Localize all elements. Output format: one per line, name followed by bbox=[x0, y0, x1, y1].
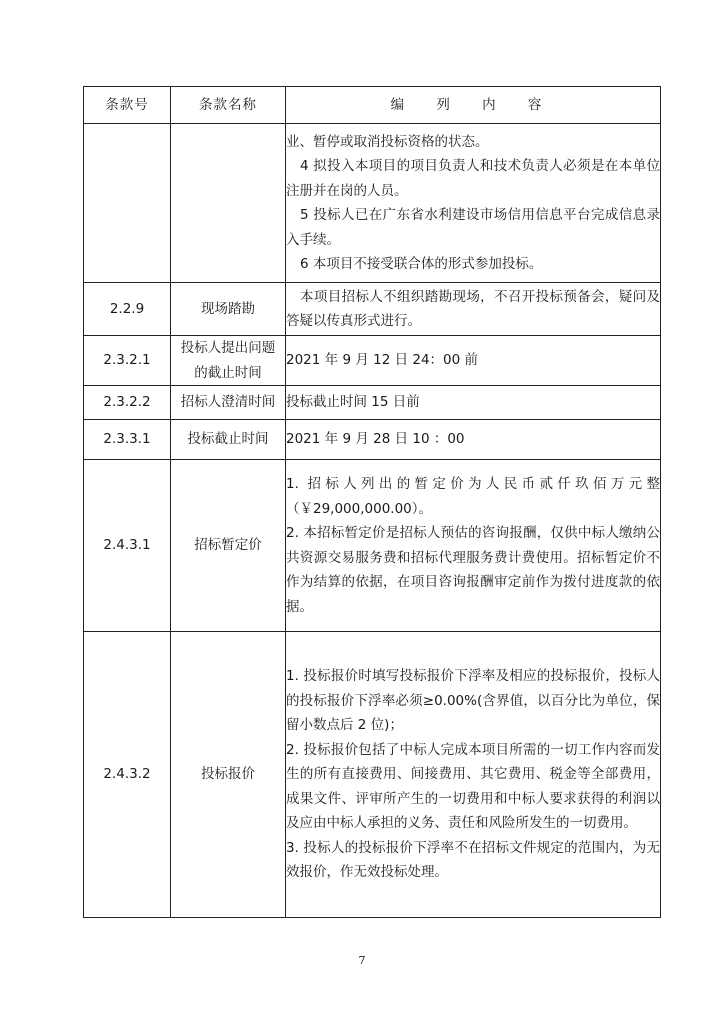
content-paragraph: 2021 年 9 月 12 日 24：00 前 bbox=[286, 352, 479, 369]
table-row bbox=[84, 124, 661, 283]
clause-number bbox=[84, 124, 171, 283]
content-paragraph: 投标截止时间 15 日前 bbox=[286, 394, 420, 411]
content-paragraph: 1. 投标报价时填写投标报价下浮率及相应的投标报价，投标人的投标报价下浮率必须≥0.00%(含界值，以百分比为单位，保留小数点后 2 位)； bbox=[286, 668, 660, 734]
clause-number: 2.4.3.2 bbox=[84, 632, 171, 918]
content-paragraph: 本项目招标人不组织踏勘现场，不召开投标预备会，疑问及答疑以传真形式进行。 bbox=[286, 288, 660, 329]
table-row bbox=[84, 336, 661, 386]
content-paragraph: 5 投标人已在广东省水利建设市场信用信息平台完成信息录入手续。 bbox=[286, 207, 660, 248]
content-paragraph: 6 本项目不接受联合体的形式参加投标。 bbox=[300, 256, 543, 272]
clause-content bbox=[286, 420, 661, 460]
header-clause-number: 条款号 bbox=[84, 87, 171, 124]
clause-number: 2.4.3.1 bbox=[84, 460, 171, 632]
content-paragraph: 3. 投标人的投标报价下浮率不在招标文件规定的范围内，为无效报价，作无效投标处理。 bbox=[286, 839, 660, 881]
clause-content bbox=[286, 460, 661, 632]
clause-table bbox=[83, 86, 661, 918]
clause-number: 2.2.9 bbox=[84, 283, 171, 336]
content-paragraph: 1. 招标人列出的暂定价为人民币贰仟玖佰万元整（￥29,000,000.00）。 bbox=[286, 476, 660, 517]
clause-number: 2.3.2.2 bbox=[84, 386, 171, 420]
content-paragraph: 2021 年 9 月 28 日 10 ：00 bbox=[286, 431, 465, 448]
table-row bbox=[84, 632, 661, 918]
clause-content bbox=[286, 386, 661, 420]
clause-name: 投标人提出问题的截止时间 bbox=[171, 336, 286, 386]
header-clause-name: 条款名称 bbox=[171, 87, 286, 124]
table-row bbox=[84, 386, 661, 420]
clause-name: 投标报价 bbox=[171, 632, 286, 918]
clause-name: 投标截止时间 bbox=[171, 420, 286, 460]
content-paragraph: 2. 本招标暂定价是招标人预估的咨询报酬，仅供中标人缴纳公共资源交易服务费和招标代理服务费计费使用。招标暂定价不作为结算的依据，在项目咨询报酬审定前作为拨付进度款的依据。 bbox=[286, 525, 660, 615]
clause-name: 现场踏勘 bbox=[171, 283, 286, 336]
content-paragraph: 4 拟投入本项目的项目负责人和技术负责人必须是在本单位注册并在岗的人员。 bbox=[286, 158, 660, 199]
clause-content bbox=[286, 124, 661, 283]
table-header-row bbox=[84, 87, 661, 124]
clause-name: 招标人澄清时间 bbox=[171, 386, 286, 420]
clause-name: 招标暂定价 bbox=[171, 460, 286, 632]
clause-number: 2.3.3.1 bbox=[84, 420, 171, 460]
clause-name bbox=[171, 124, 286, 283]
page-number: 7 bbox=[358, 954, 366, 967]
table-row bbox=[84, 420, 661, 460]
clause-number: 2.3.2.1 bbox=[84, 336, 171, 386]
table-row bbox=[84, 283, 661, 336]
clause-content bbox=[286, 336, 661, 386]
content-paragraph: 2. 投标报价包括了中标人完成本项目所需的一切工作内容而发生的所有直接费用、间接费用、其它费用、税金等全部费用，成果文件、评审所产生的一切费用和中标人要求获得的利润以及应由中标人承担的义务、责任和风险所发生的一切费用。 bbox=[286, 741, 660, 832]
clause-content bbox=[286, 283, 661, 336]
table-row bbox=[84, 460, 661, 632]
clause-content bbox=[286, 632, 661, 918]
header-content: 编 列 内 容 bbox=[286, 87, 661, 124]
content-paragraph: 业、暂停或取消投标资格的状态。 bbox=[286, 133, 489, 150]
